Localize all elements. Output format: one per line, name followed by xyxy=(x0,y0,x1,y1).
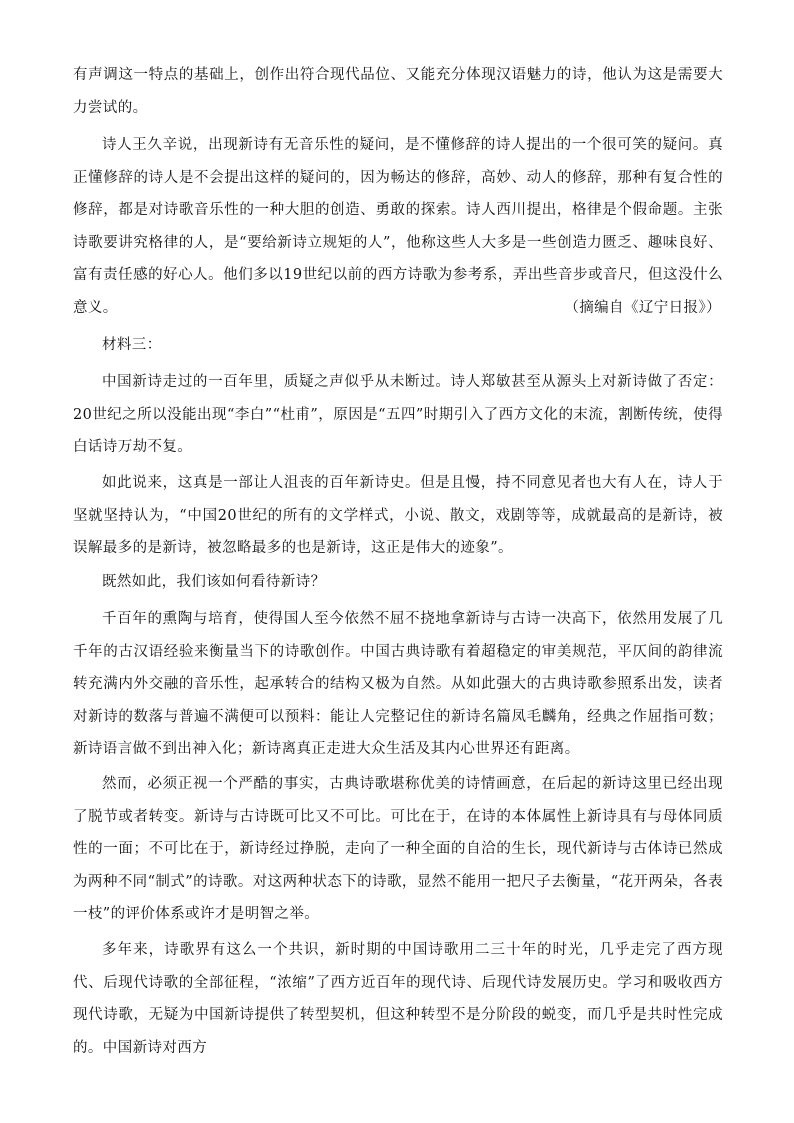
section-heading-material-three: 材料三： xyxy=(102,337,162,353)
paragraph-consensus: 多年来，诗歌界有这么一个共识，新时期的中国诗歌用二三十年的时光，几乎走完了西方现代、后现代诗歌的全部征程，“浓缩”了西方近百年的现代诗、后现代诗发展历史。学习和吸收西方现代诗歌，无疑为中国新诗提供了转型契机，但这种转型不是分阶段的蜕变，而几乎是共时性完成的。中国新诗对西方 xyxy=(73,942,723,1056)
source-citation: （摘编自《辽宁日报》） xyxy=(564,300,721,316)
paragraph-classical-poetry: 千百年的熏陶与培育，使得国人至今依然不屈不挠地拿新诗与古诗一决高下，依然用发展了几千年的古汉语经验来衡量当下的诗歌创作。中国古典诗歌有着超稳定的审美规范，平仄间的韵律流转充满内外交融的音乐性，起承转合的结构又极为自然。从如此强大的古典诗歌参照系出发，读者对新诗的数落与普遍不满便可以预料：能让人完整记住的新诗名篇凤毛麟角，经典之作屈指可数；新诗语言做不到出神入化；新诗离真正走进大众生活及其内心世界还有距离。 xyxy=(73,611,723,757)
paragraph-however: 然而，必须正视一个严酷的事实，古典诗歌堪称优美的诗情画意，在后起的新诗这里已经出现了脱节或者转变。新诗与古诗既可比又不可比。可比在于，在诗的本体属性上新诗具有与母体同质性的一面；不可比在于，新诗经过挣脱，走向了一种全面的自洽的生长，现代新诗与古体诗已然成为两种不同“制式”的诗歌。对这两种状态下的诗歌，显然不能用一把尺子去衡量，“花开两朵，各表一枝”的评价体系或许才是明智之举。 xyxy=(73,776,724,922)
paragraph-zheng-min: 中国新诗走过的一百年里，质疑之声似乎从未断过。诗人郑敏甚至从源头上对新诗做了否定：20世纪之所以没能出现“李白”“杜甫”，原因是“五四”时期引入了西方文化的末流，割断传统，使得白话诗万劫不复。 xyxy=(73,374,723,455)
paragraph-yu-jian: 如此说来，这真是一部让人沮丧的百年新诗史。但是且慢，持不同意见者也大有人在，诗人于坚就坚持认为，“中国20世纪的所有的文学样式，小说、散文，戏剧等等，成就最高的是新诗，被误解最多的是新诗，被忽略最多的也是新诗，这正是伟大的迹象”。 xyxy=(73,475,723,556)
paragraph-question: 既然如此，我们该如何看待新诗？ xyxy=(102,574,326,590)
paragraph-continuation: 有声调这一特点的基础上，创作出符合现代品位、又能充分体现汉语魅力的诗，他认为这是需要大力尝试的。 xyxy=(73,67,723,116)
paragraph-wang-jiuxin: 诗人王久辛说，出现新诗有无音乐性的疑问，是不懂修辞的诗人提出的一个很可笑的疑问。真正懂修辞的诗人是不会提出这样的疑问的，因为畅达的修辞，高妙、动人的修辞，那种有复合性的修辞，都是对诗歌音乐性的一种大胆的创造、勇敢的探索。诗人西川提出，格律是个假命题。主张诗歌要讲究格律的人，是“要给新诗立规矩的人”，他称这些人大多是一些创造力匮乏、趣味良好、富有责任感的好心人。他们多以19世纪以前的西方诗歌为参考系，弄出些音步或音尺，但这没什么意义。 xyxy=(73,137,723,316)
